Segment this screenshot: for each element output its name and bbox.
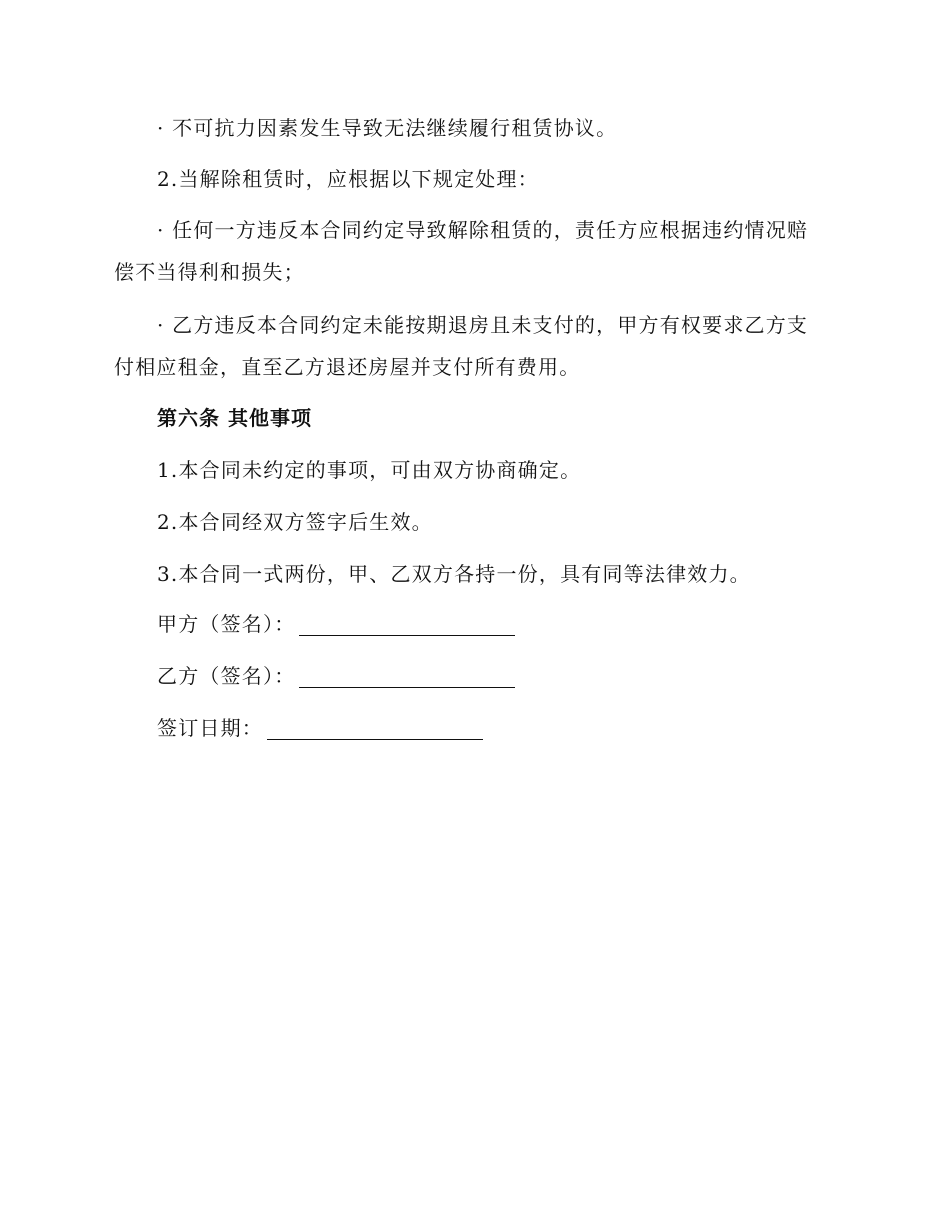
tenant-clause-line-2: 付相应租金，直至乙方退还房屋并支付所有费用。 xyxy=(114,355,581,379)
party-a-signature-field[interactable] xyxy=(299,613,515,636)
force-majeure-clause: · 不可抗力因素发生导致无法继续履行租赁协议。 xyxy=(157,116,618,140)
party-a-signature-label: 甲方（签名）： xyxy=(157,612,296,636)
article-six-item-2: 2.本合同经双方签字后生效。 xyxy=(157,510,433,534)
breach-clause-line-2: 偿不当得利和损失； xyxy=(114,260,305,284)
party-a-signature-row xyxy=(157,610,515,636)
party-b-signature-field[interactable] xyxy=(299,665,515,688)
termination-intro: 2.当解除租赁时，应根据以下规定处理： xyxy=(157,167,539,191)
tenant-clause-line-1: · 乙方违反本合同约定未能按期退房且未支付的，甲方有权要求乙方支 xyxy=(157,313,809,337)
sign-date-label: 签订日期： xyxy=(157,716,263,740)
article-six-heading: 第六条 其他事项 xyxy=(157,406,312,430)
article-six-item-1: 1.本合同未约定的事项，可由双方协商确定。 xyxy=(157,458,582,482)
party-b-signature-label: 乙方（签名）： xyxy=(157,664,296,688)
sign-date-field[interactable] xyxy=(267,717,483,740)
breach-clause-line-1: · 任何一方违反本合同约定导致解除租赁的，责任方应根据违约情况赔 xyxy=(157,218,809,242)
party-b-signature-row xyxy=(157,662,515,688)
article-six-item-3: 3.本合同一式两份，甲、乙双方各持一份，具有同等法律效力。 xyxy=(157,562,751,586)
sign-date-row xyxy=(157,714,483,740)
